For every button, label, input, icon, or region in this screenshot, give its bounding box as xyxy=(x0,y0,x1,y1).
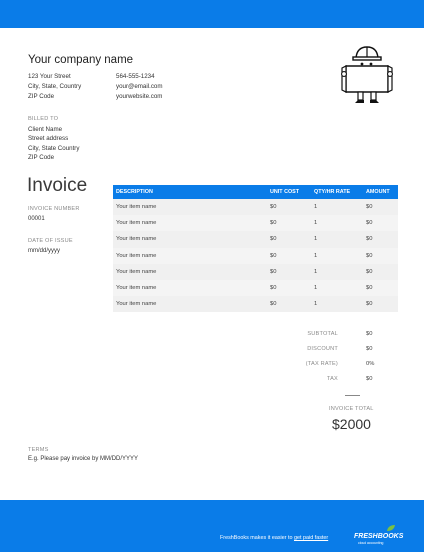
company-contact xyxy=(116,72,163,102)
client-line: Street address xyxy=(28,135,69,143)
item-description: Your item name xyxy=(116,204,157,210)
freshbooks-logo[interactable] xyxy=(354,524,404,548)
client-line: ZIP Code xyxy=(28,154,55,162)
items-table xyxy=(113,185,398,312)
invoice-title: Invoice xyxy=(27,175,88,196)
items-table-header xyxy=(113,185,398,199)
item-unit-cost: $0 xyxy=(270,268,277,275)
construction-worker-icon xyxy=(338,44,396,104)
tax-label: TAX xyxy=(326,376,338,382)
billed-to-block xyxy=(28,115,79,163)
item-unit-cost: $0 xyxy=(270,252,277,259)
freshbooks-leaf-icon xyxy=(386,524,396,532)
invoice-number: 00001 xyxy=(28,216,45,222)
item-description: Your item name xyxy=(116,268,157,275)
item-amount: $0 xyxy=(366,252,373,259)
freshbooks-wordmark: FRESHBOOKS xyxy=(354,533,404,540)
item-description: Your item name xyxy=(116,236,157,243)
company-address xyxy=(28,72,81,102)
item-amount: $0 xyxy=(366,220,373,227)
issue-date: mm/dd/yyyy xyxy=(28,248,61,254)
tax-rate-row xyxy=(280,361,380,376)
item-description: Your item name xyxy=(116,220,157,227)
address-line: 123 Your Street xyxy=(28,73,71,80)
freshbooks-tagline: cloud accounting xyxy=(358,541,384,545)
client-line: Client Name xyxy=(28,125,63,133)
item-amount: $0 xyxy=(366,301,373,308)
item-description: Your item name xyxy=(116,284,157,291)
table-row xyxy=(113,215,398,231)
footer-text-prefix: FreshBooks makes it easier to xyxy=(220,535,295,541)
discount-label: DISCOUNT xyxy=(307,346,338,352)
address-line: ZIP Code xyxy=(28,93,55,100)
subtotal-row xyxy=(280,331,380,346)
discount-row xyxy=(280,346,380,361)
totals-divider xyxy=(345,395,360,396)
item-amount: $0 xyxy=(366,268,373,275)
table-row xyxy=(113,280,398,296)
item-unit-cost: $0 xyxy=(270,204,277,210)
item-amount: $0 xyxy=(366,204,373,210)
table-row xyxy=(113,264,398,280)
item-unit-cost: $0 xyxy=(270,301,277,308)
invoice-total-value: $2000 xyxy=(332,416,371,432)
item-qty: 1 xyxy=(314,301,318,308)
company-name: Your company name xyxy=(28,54,134,66)
table-row xyxy=(113,248,398,264)
header-amount: AMOUNT xyxy=(366,189,390,195)
item-unit-cost: $0 xyxy=(270,284,277,291)
tax-value: $0 xyxy=(366,376,373,382)
totals-block xyxy=(280,331,380,391)
footer-bar xyxy=(0,500,424,552)
header-unit-cost: UNIT COST xyxy=(270,189,300,195)
item-qty: 1 xyxy=(314,220,318,227)
item-amount: $0 xyxy=(366,284,373,291)
discount-value: $0 xyxy=(366,346,373,352)
client-line: City, State Country xyxy=(28,144,80,152)
footer-text xyxy=(220,535,328,541)
tax-rate-value: 0% xyxy=(366,361,375,367)
item-qty: 1 xyxy=(314,284,318,291)
table-row xyxy=(113,199,398,215)
invoice-total-label: INVOICE TOTAL xyxy=(329,406,374,412)
website: yourwebsite.com xyxy=(116,93,163,100)
table-row xyxy=(113,296,398,312)
item-description: Your item name xyxy=(116,301,157,308)
invoice-number-block xyxy=(28,204,80,224)
tax-rate-label: (TAX RATE) xyxy=(305,361,338,367)
item-unit-cost: $0 xyxy=(270,236,277,243)
terms-block xyxy=(28,446,138,464)
issue-date-label: DATE OF ISSUE xyxy=(28,238,73,244)
header-qty: QTY/HR RATE xyxy=(314,189,351,195)
invoice-number-label: INVOICE NUMBER xyxy=(28,206,80,212)
issue-date-block xyxy=(28,236,73,256)
item-amount: $0 xyxy=(366,236,373,243)
item-qty: 1 xyxy=(314,236,318,243)
get-paid-faster-link[interactable]: get paid faster xyxy=(294,535,329,541)
items-table-body xyxy=(113,199,398,312)
billed-to-label: BILLED TO xyxy=(28,116,59,122)
subtotal-label: SUBTOTAL xyxy=(307,331,338,337)
top-accent-bar xyxy=(0,0,424,28)
item-description: Your item name xyxy=(116,252,157,259)
header-description: DESCRIPTION xyxy=(116,189,153,195)
item-qty: 1 xyxy=(314,252,318,259)
subtotal-value: $0 xyxy=(366,331,373,337)
table-row xyxy=(113,231,398,247)
item-qty: 1 xyxy=(314,268,318,275)
address-line: City, State, Country xyxy=(28,83,82,90)
tax-row xyxy=(280,376,380,391)
item-qty: 1 xyxy=(314,204,318,210)
email-address: your@email.com xyxy=(116,83,163,90)
item-unit-cost: $0 xyxy=(270,220,277,227)
phone-number: 564-555-1234 xyxy=(116,73,155,80)
terms-label: TERMS xyxy=(28,447,49,453)
terms-text: E.g. Please pay invoice by MM/DD/YYYY xyxy=(28,456,139,462)
